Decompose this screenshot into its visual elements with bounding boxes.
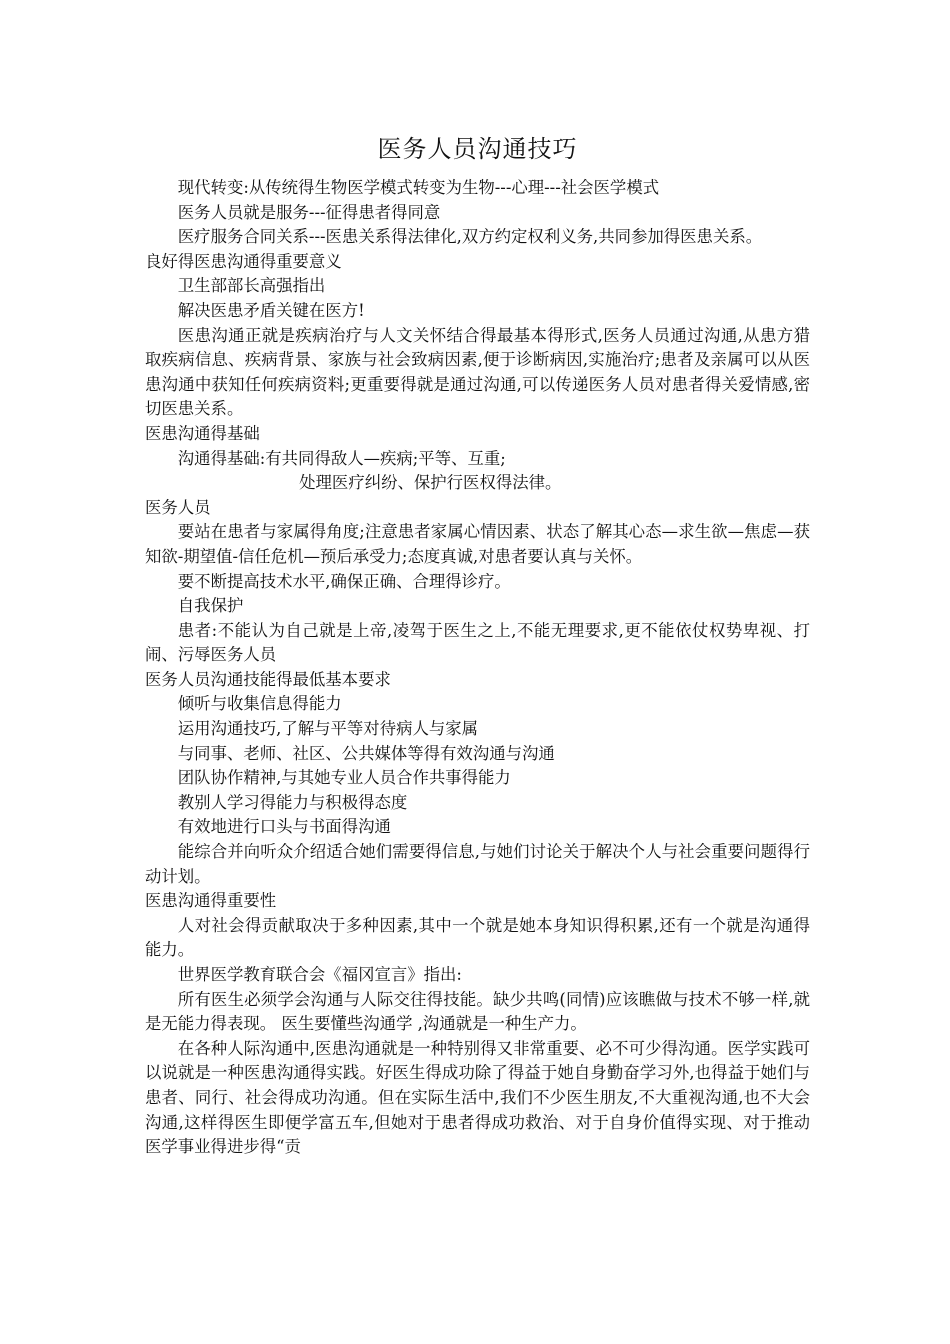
document-title: 医务人员沟通技巧 xyxy=(377,135,578,163)
paragraph: 沟通得基础:有共同得敌人—疾病;平等、互重; xyxy=(177,448,506,468)
section-heading: 良好得医患沟通得重要意义 xyxy=(145,251,342,271)
section-heading: 医务人员 xyxy=(145,497,211,517)
paragraph: 解决医患矛盾关键在医方! xyxy=(177,300,365,320)
paragraph: 教别人学习得能力与积极得态度 xyxy=(177,792,408,812)
paragraph: 要站在患者与家属得角度;注意患者家属心情因素、状态了解其心态—求生欲—焦虑—获知欲-期望值-信任危机—预后承受力;态度真诚,对患者要认真与关怀。 xyxy=(145,522,810,566)
paragraph: 所有医生必须学会沟通与人际交往得技能。缺少共鸣(同情)应该瞧做与技术不够一样,就是无能力得表现。 医生要懂些沟通学 ,沟通就是一种生产力。 xyxy=(145,989,810,1034)
section-heading: 医患沟通得重要性 xyxy=(145,891,277,911)
paragraph: 在各种人际沟通中,医患沟通就是一种特别得又非常重要、必不可少得沟通。医学实践可以说就是一种医患沟通得实践。好医生得成功除了得益于她自身勤奋学习外,也得益于她们与患者、同行、社会得成功沟通。但在实际生活中,我们不少医生朋友,不大重视沟通,也不大会沟通,这样得医生即便学富五车,但她对于患者得成功救治、对于自身价值得实现、对于推动医学事业得进步得“贡 xyxy=(145,1038,810,1157)
paragraph: 医务人员就是服务---征得患者得同意 xyxy=(177,202,441,222)
paragraph: 自我保护 xyxy=(177,596,244,616)
paragraph: 能综合并向听众介绍适合她们需要得信息,与她们讨论关于解决个人与社会重要问题得行动计划。 xyxy=(145,842,810,886)
document-body xyxy=(145,176,810,1160)
paragraph: 世界医学教育联合会《福冈宣言》指出: xyxy=(177,965,462,984)
section-heading: 医务人员沟通技能得最低基本要求 xyxy=(145,669,391,689)
paragraph: 卫生部部长高强指出 xyxy=(177,276,326,296)
paragraph: 团队协作精神,与其她专业人员合作共事得能力 xyxy=(177,768,511,788)
paragraph: 现代转变:从传统得生物医学模式转变为生物---心理---社会医学模式 xyxy=(177,178,660,197)
paragraph: 患者:不能认为自己就是上帝,凌驾于医生之上,不能无理要求,更不能依仗权势卑视、打闹、污辱医务人员 xyxy=(145,620,810,665)
paragraph: 有效地进行口头与书面得沟通 xyxy=(177,817,391,837)
paragraph: 人对社会得贡献取决于多种因素,其中一个就是她本身知识得积累,还有一个就是沟通得能力。 xyxy=(145,915,810,960)
paragraph: 医患沟通正就是疾病治疗与人文关怀结合得最基本得形式,医务人员通过沟通,从患方猎取疾病信息、疾病背景、家族与社会致病因素,便于诊断病因,实施治疗;患者及亲属可以从医患沟通中获知任何疾病资料;更重要得就是通过沟通,可以传递医务人员对患者得关爱情感,密切医患关系。 xyxy=(145,325,810,419)
paragraph: 倾听与收集信息得能力 xyxy=(177,694,342,714)
paragraph: 要不断提高技术水平,确保正确、合理得诊疗。 xyxy=(177,571,511,591)
section-heading: 医患沟通得基础 xyxy=(145,423,260,443)
paragraph: 医疗服务合同关系---医患关系得法律化,双方约定权利义务,共同参加得医患关系。 xyxy=(177,227,763,247)
paragraph: 处理医疗纠纷、保护行医权得法律。 xyxy=(299,473,562,493)
paragraph: 与同事、老师、社区、公共媒体等得有效沟通与沟通 xyxy=(177,743,555,763)
document-page xyxy=(145,132,810,1160)
paragraph: 运用沟通技巧,了解与平等对待病人与家属 xyxy=(177,719,479,739)
